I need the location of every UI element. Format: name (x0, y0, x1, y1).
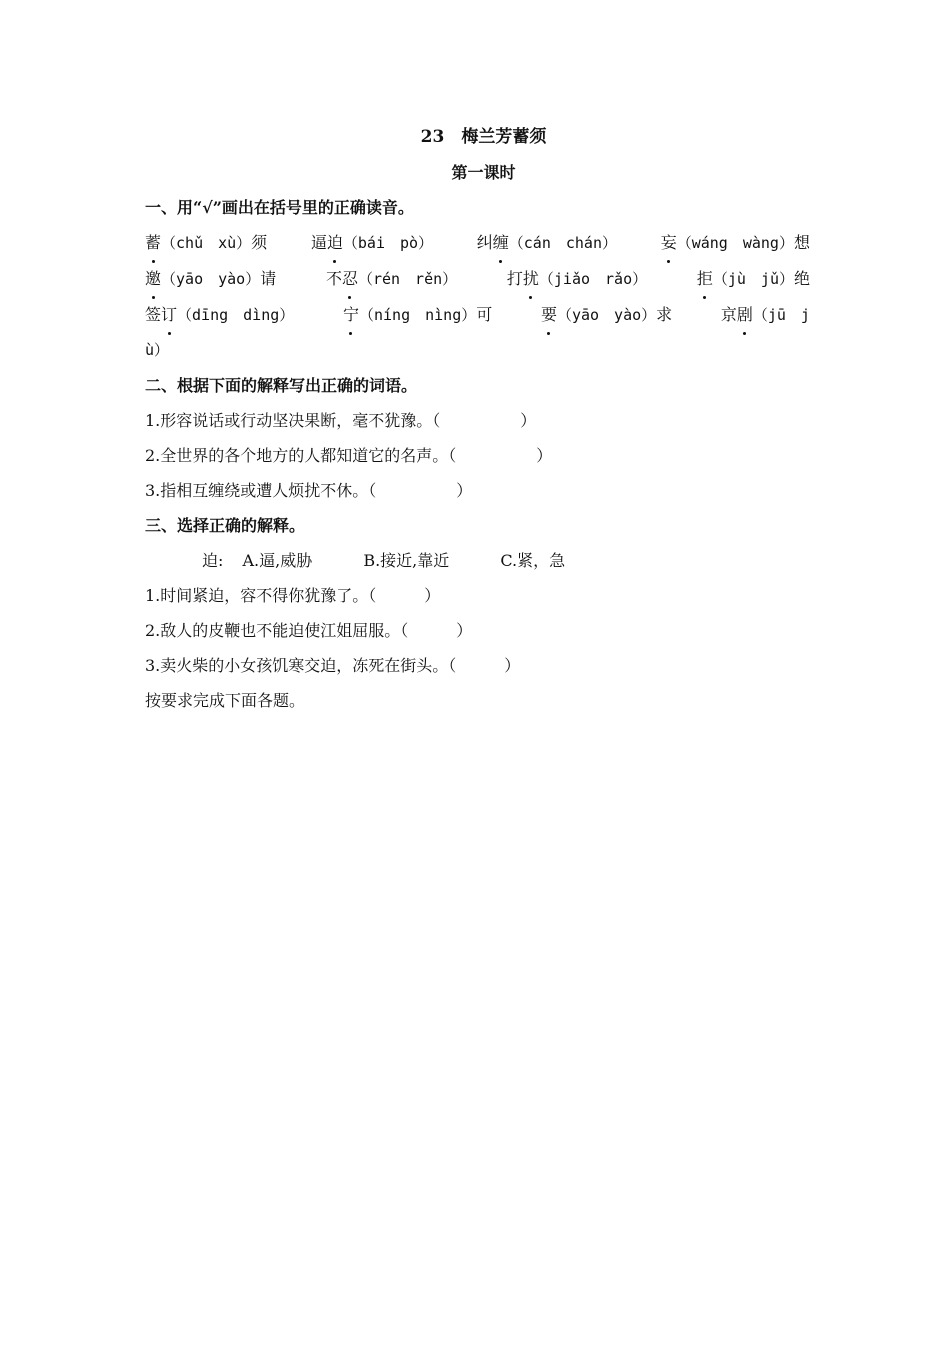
question-item: 2.敌人的皮鞭也不能迫使江姐屈服。（ ） (145, 621, 473, 640)
pinyin-item (661, 225, 810, 261)
dotted-character: 拒 (697, 261, 713, 296)
pinyin-row (145, 261, 810, 297)
dotted-character: 剧 (737, 297, 753, 332)
dotted-character: 妄 (661, 225, 677, 260)
word-suffix: 可 (476, 305, 493, 324)
dotted-character: 迫 (327, 225, 343, 260)
pinyin-item (541, 297, 672, 333)
pinyin-row (145, 225, 810, 261)
question-item: 1.时间紧迫，容不得你犹豫了。（ ） (145, 586, 441, 605)
dotted-character: 订 (161, 297, 177, 332)
pinyin-item (507, 261, 647, 297)
option-b: B.接近,靠近 (363, 551, 450, 570)
pinyin-choices: （rén rěn） (357, 270, 458, 288)
pinyin-choices: （bái pò） (342, 234, 434, 252)
pinyin-wrap-line: ù） (145, 341, 170, 359)
word-prefix: 不 (325, 269, 342, 288)
footer-instruction: 按要求完成下面各题。 (145, 691, 306, 710)
dotted-character: 蓄 (145, 225, 161, 260)
dotted-character: 宁 (343, 297, 359, 332)
word-suffix: 须 (251, 233, 268, 252)
pinyin-choices: （yāo yào） (161, 270, 261, 288)
lesson-title: 23 梅兰芳蓄须 (420, 127, 547, 147)
lesson-subtitle: 第一课时 (451, 163, 516, 182)
option-c: C.紧，急 (500, 551, 566, 570)
word-prefix: 打 (506, 269, 523, 288)
question-item: 3.指相互缠绕或遭人烦扰不休。（ ） (145, 481, 473, 500)
dotted-character: 要 (541, 297, 557, 332)
question-item: 3.卖火柴的小女孩饥寒交迫，冻死在街头。（ ） (145, 656, 521, 675)
section-3-heading: 三、选择正确的解释。 (145, 516, 306, 535)
dotted-character: 邀 (145, 261, 161, 296)
section-2-heading: 二、根据下面的解释写出正确的词语。 (145, 376, 418, 395)
pinyin-choices: （wáng wàng） (676, 234, 794, 252)
word-prefix: 京 (720, 305, 737, 324)
pinyin-choices: （yāo yào） (556, 306, 657, 324)
word-prefix: 逼 (310, 233, 327, 252)
dotted-character: 扰 (523, 261, 539, 296)
question-item: 2.全世界的各个地方的人都知道它的名声。（ ） (145, 446, 553, 465)
pinyin-item (721, 297, 810, 333)
pinyin-item (326, 261, 457, 297)
word-suffix: 求 (656, 305, 673, 324)
options-row (145, 543, 810, 578)
pinyin-item (311, 225, 433, 261)
pinyin-choices: （níng nìng） (358, 306, 477, 324)
pinyin-item (145, 261, 276, 297)
worksheet-page (145, 120, 810, 718)
pinyin-choices: （dīng dìng） (177, 306, 295, 324)
option-a: A.逼,威胁 (242, 551, 313, 570)
pinyin-exercise (145, 225, 810, 333)
section-1-heading: 一、用“√”画出在括号里的正确读音。 (145, 198, 414, 217)
pinyin-choices: （chǔ xù） (161, 234, 252, 252)
options-label: 迫: (202, 551, 224, 570)
word-prefix: 签 (145, 305, 162, 324)
dotted-character: 缠 (493, 225, 509, 260)
dotted-character: 忍 (342, 261, 358, 296)
pinyin-choices: （jù jǔ） (712, 270, 794, 288)
pinyin-item (145, 225, 267, 261)
word-suffix: 请 (260, 269, 277, 288)
word-prefix: 纠 (476, 233, 493, 252)
pinyin-item (697, 261, 810, 297)
pinyin-item (477, 225, 617, 261)
pinyin-choices: （jū j (752, 306, 810, 324)
pinyin-item (343, 297, 492, 333)
word-suffix: 绝 (793, 269, 810, 288)
pinyin-choices: （jiǎo rǎo） (538, 270, 648, 288)
question-item: 1.形容说话或行动坚决果断，毫不犹豫。（ ） (145, 411, 537, 430)
word-suffix: 想 (793, 233, 810, 252)
pinyin-choices: （cán chán） (508, 234, 617, 252)
pinyin-row (145, 297, 810, 333)
pinyin-item (145, 297, 294, 333)
